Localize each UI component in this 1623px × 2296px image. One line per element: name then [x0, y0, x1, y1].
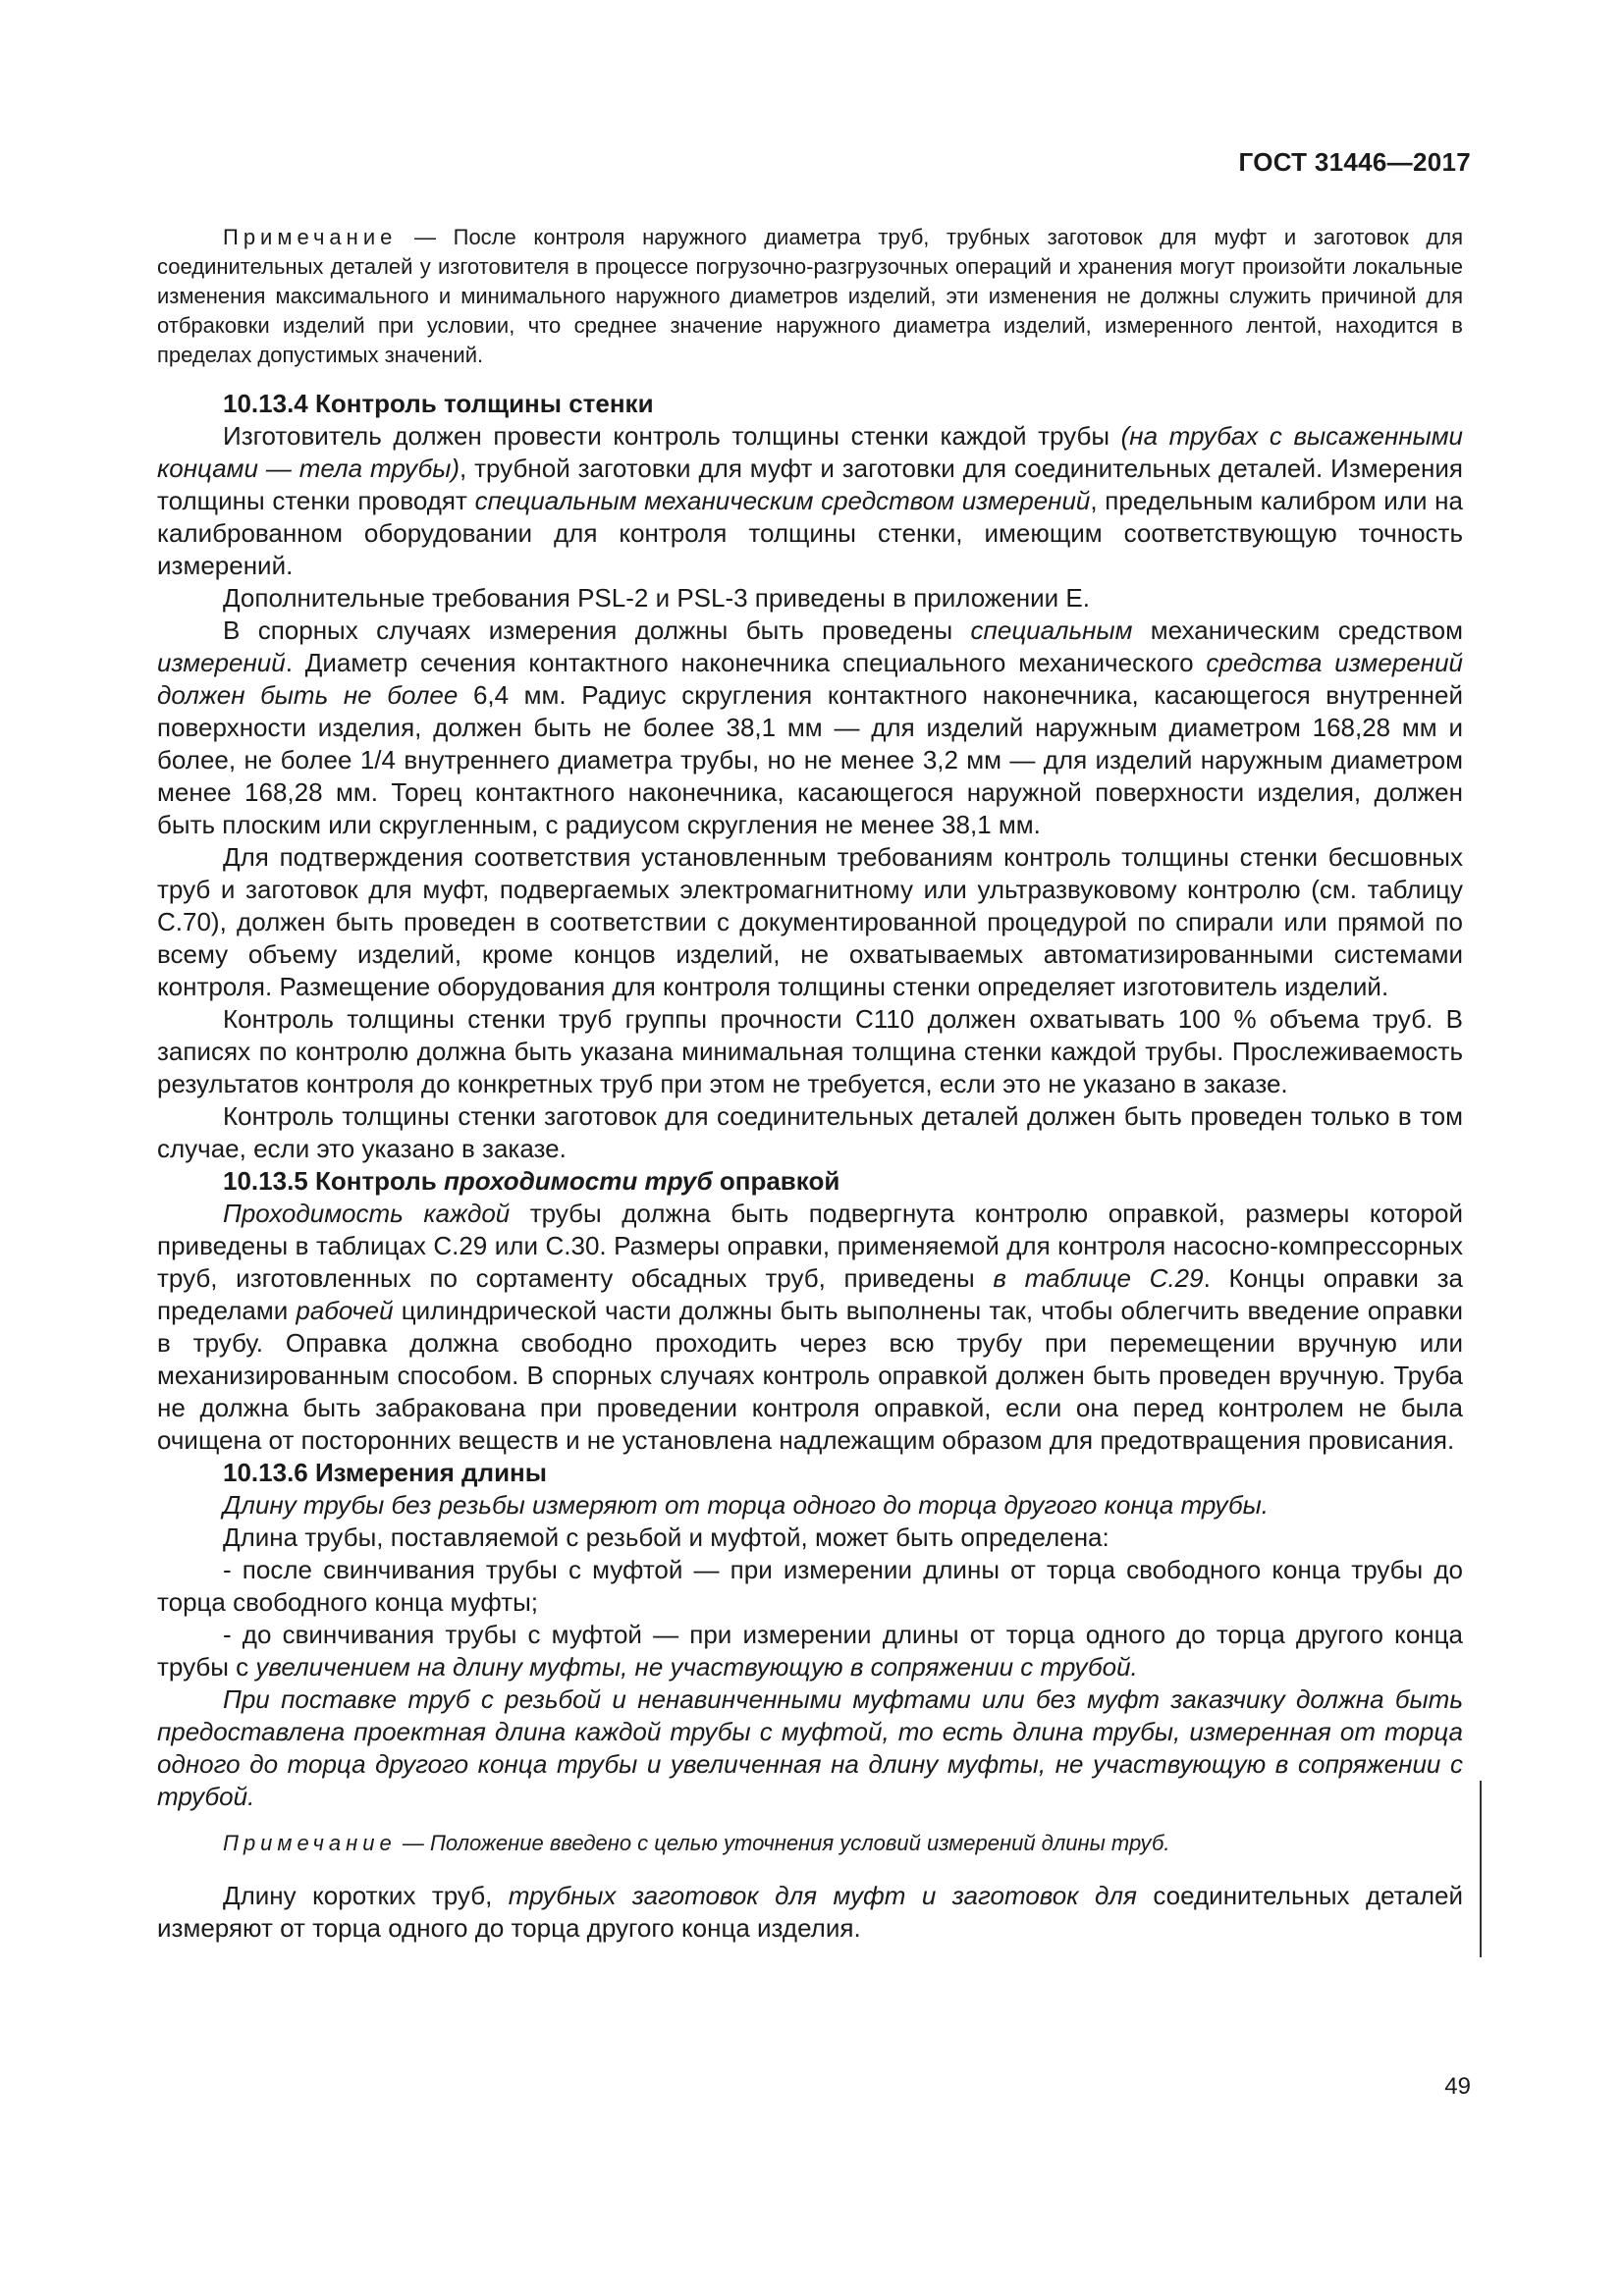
- text-run: цилиндрической части должны быть выполнены так, чтобы облегчить введение оправки в трубу. Оправка должна свободно проходить через всю трубу при перемещении вручную или механизированным способом. В спорных случаях контроль оправкой должен быть проведен вручную. Труба не должна быть забракована при проведении контроля оправкой, если она перед контролем не была очищена от посторонних веществ и не установлена надлежащим образом для предотвращения провисания.: [157, 1296, 1464, 1455]
- text-run: трубы должна быть подвергнута контролю оправкой, размеры которой приведены в таблицах С.29 или С.30. Размеры оправки, применяемой для контроля насосно-компрессорных труб, изготовленных по сортаменту обсадных труб, приведены: [157, 1199, 1463, 1293]
- text-run: Изготовитель должен провести контроль толщины стенки каждой трубы: [223, 421, 1121, 451]
- paragraph: Для подтверждения соответствия установленным требованиям контроль толщины стенки бесшовных труб и заготовок для муфт, подвергаемых электромагнитному или ультразвуковому контролю (см. таблицу С.70), должен быть проведен в соответствии с документированной процедурой по спирали или прямой по всему объему изделий, кроме концов изделий, не охватываемых автоматизированными системами контроля. Размещение оборудования для контроля толщины стенки определяет изготовитель изделий.: [157, 842, 1463, 1001]
- section-heading-10-13-6: 10.13.6 Измерения длины: [223, 1458, 547, 1487]
- note-paragraph: [157, 223, 1463, 370]
- italic-run: Проходимость каждой: [223, 1199, 511, 1228]
- note-paragraph: [157, 1829, 1463, 1858]
- heading-run: оправкой: [712, 1166, 840, 1196]
- paragraph: [157, 1683, 1463, 1813]
- italic-run: (на трубах с высаженными концами — тела трубы): [157, 421, 1463, 483]
- page-number: 49: [1444, 2073, 1471, 2100]
- italic-run: специальным механическим средством измерений: [474, 486, 1091, 515]
- paragraph: Дополнительные требования PSL-2 и PSL-3 приведены в приложении Е.: [223, 583, 1090, 613]
- italic-run: средства измерений должен быть не более: [157, 648, 1463, 710]
- text-run: 6,4 мм. Радиус скругления контактного наконечника, касающегося внутренней поверхности изделия, должен быть не более 38,1 мм — для изделий наружным диаметром 168,28 мм и более, не более 1/4 внутреннего диаметра трубы, но не менее 3,2 мм — для изделий наружным диаметром менее 168,28 мм. Торец контактного наконечника, касающегося наружной поверхности изделия, должен быть плоским или скругленным, с радиусом скругления не менее 38,1 мм.: [157, 680, 1464, 839]
- paragraph: [157, 1198, 1463, 1457]
- italic-run: При поставке труб с резьбой и ненавинченными муфтами или без муфт заказчику должна быть предоставлена проектная длина каждой трубы с муфтой, то есть длина трубы, измеренная от торца одного до торца другого конца трубы и увеличенная на длину муфты, не участвующую в сопряжении с трубой.: [157, 1684, 1463, 1811]
- text-run: , трубной заготовки для муфт и заготовки для соединительных деталей. Измерения толщины стенки проводят: [157, 454, 1463, 515]
- note-label: Примечание: [223, 225, 398, 249]
- note-dash: —: [397, 225, 454, 249]
- note-text: Положение введено с целью уточнения условий измерений длины труб.: [429, 1831, 1170, 1855]
- text-run: , предельным калибром или на калиброванном оборудовании для контроля толщины стенки, имеющим соответствующую точность измерений.: [157, 486, 1463, 580]
- paragraph: [157, 1489, 1463, 1522]
- paragraph: Контроль толщины стенки заготовок для соединительных деталей должен быть проведен только в том случае, если это указано в заказе.: [157, 1101, 1463, 1163]
- text-run: В спорных случаях измерения должны быть проведены: [223, 615, 971, 645]
- text-run: - до свинчивания трубы с муфтой — при измерении длины от торца одного до торца другого конца трубы с: [157, 1620, 1463, 1682]
- paragraph: [157, 1880, 1463, 1945]
- text-run: механическим средством: [1132, 615, 1463, 645]
- heading-run: 10.13.5 Контроль: [223, 1166, 444, 1196]
- italic-run: специальным: [970, 615, 1133, 645]
- italic-run: измерений: [157, 648, 286, 677]
- italic-run: трубных заготовок для муфт и заготовок для: [508, 1881, 1137, 1910]
- section-heading-10-13-5: [157, 1165, 1463, 1198]
- italic-run: в таблице С.29: [993, 1263, 1204, 1293]
- section-heading-10-13-4: 10.13.4 Контроль толщины стенки: [223, 389, 654, 418]
- heading-italic-run: проходимости труб: [444, 1166, 713, 1196]
- list-item: - после свинчивания трубы с муфтой — при измерении длины от торца свободного конца трубы до торца свободного конца муфты;: [157, 1555, 1463, 1617]
- page-content: [157, 223, 1463, 1945]
- note-label: Примечание: [223, 1831, 397, 1855]
- document-code: ГОСТ 31446—2017: [1238, 147, 1471, 177]
- paragraph: [157, 420, 1463, 582]
- text-run: . Диаметр сечения контактного наконечника специального механического: [285, 648, 1207, 677]
- paragraph: Контроль толщины стенки труб группы прочности С110 должен охватывать 100 % объема труб. В записях по контролю должна быть указана минимальная толщина стенки каждой трубы. Прослеживаемость результатов контроля до конкретных труб при этом не требуется, если это не указано в заказе.: [157, 1004, 1463, 1098]
- text-run: . Концы оправки за пределами: [157, 1263, 1463, 1325]
- italic-run: увеличением на длину муфты, не участвующую в сопряжении с трубой.: [255, 1652, 1138, 1682]
- note-text: После контроля наружного диаметра труб, трубных заготовок для муфт и заготовок для соединительных деталей у изготовителя в процессе погрузочно-разгрузочных операций и хранения могут произойти локальные изменения максимального и минимального наружного диаметров изделий, эти изменения не должны служить причиной для отбраковки изделий при условии, что среднее значение наружного диаметра изделий, измеренного лентой, находится в пределах допустимых значений.: [157, 225, 1463, 367]
- text-run: Длину коротких труб,: [223, 1881, 509, 1910]
- note-dash: —: [396, 1831, 430, 1855]
- list-item: [157, 1619, 1463, 1683]
- revision-change-bar: [1480, 1781, 1482, 1957]
- text-run: соединительных деталей измеряют от торца одного до торца другого конца изделия.: [157, 1881, 1463, 1943]
- paragraph: [157, 614, 1463, 841]
- italic-run: рабочей: [296, 1296, 394, 1325]
- paragraph: Длина трубы, поставляемой с резьбой и муфтой, может быть определена:: [223, 1522, 1109, 1552]
- italic-run: Длину трубы без резьбы измеряют от торца одного до торца другого конца трубы.: [223, 1490, 1270, 1520]
